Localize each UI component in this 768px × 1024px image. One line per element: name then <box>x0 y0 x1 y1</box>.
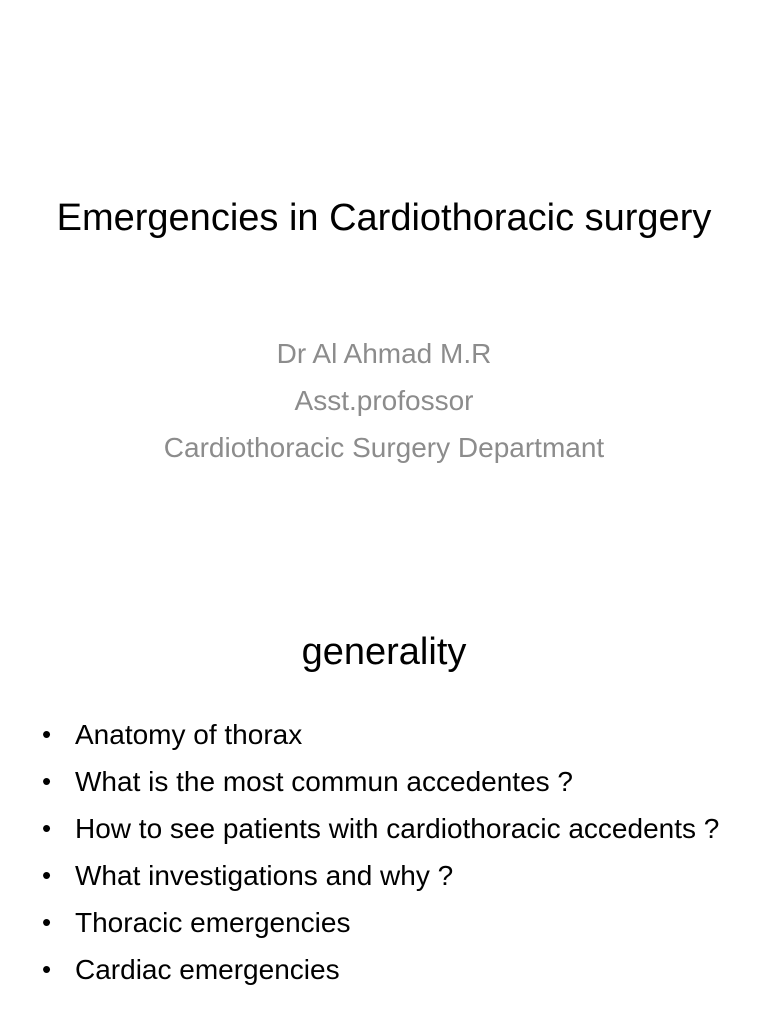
bullet-item <box>40 808 740 849</box>
bullet-icon: • <box>42 860 52 890</box>
section-title: generality <box>301 631 467 673</box>
bullet-text: What investigations and why ? <box>75 860 454 891</box>
bullet-item <box>40 855 740 896</box>
bullet-icon: • <box>42 907 52 937</box>
bullet-text: What is the most commun accedentes ? <box>75 766 573 797</box>
bullet-item <box>40 714 740 755</box>
bullet-item <box>40 902 740 943</box>
author-position: Asst.profossor <box>294 385 474 416</box>
bullet-text: How to see patients with cardiothoracic accedents ? <box>75 813 720 844</box>
bullet-icon: • <box>42 813 52 843</box>
author-name: Dr Al Ahmad M.R <box>276 338 492 369</box>
bullet-icon: • <box>42 719 52 749</box>
bullet-text: Thoracic emergencies <box>75 907 351 938</box>
bullet-icon: • <box>42 766 52 796</box>
bullet-text: Cardiac emergencies <box>75 954 340 985</box>
bullet-item <box>40 949 740 990</box>
bullet-list <box>40 714 740 996</box>
slide-title: Emergencies in Cardiothoracic surgery <box>56 197 712 239</box>
slide-subtitle <box>40 330 728 471</box>
bullet-icon: • <box>42 954 52 984</box>
generality-slide <box>0 576 768 1024</box>
bullet-text: Anatomy of thorax <box>75 719 303 750</box>
author-department: Cardiothoracic Surgery Departmant <box>163 432 605 463</box>
bullet-item <box>40 761 740 802</box>
